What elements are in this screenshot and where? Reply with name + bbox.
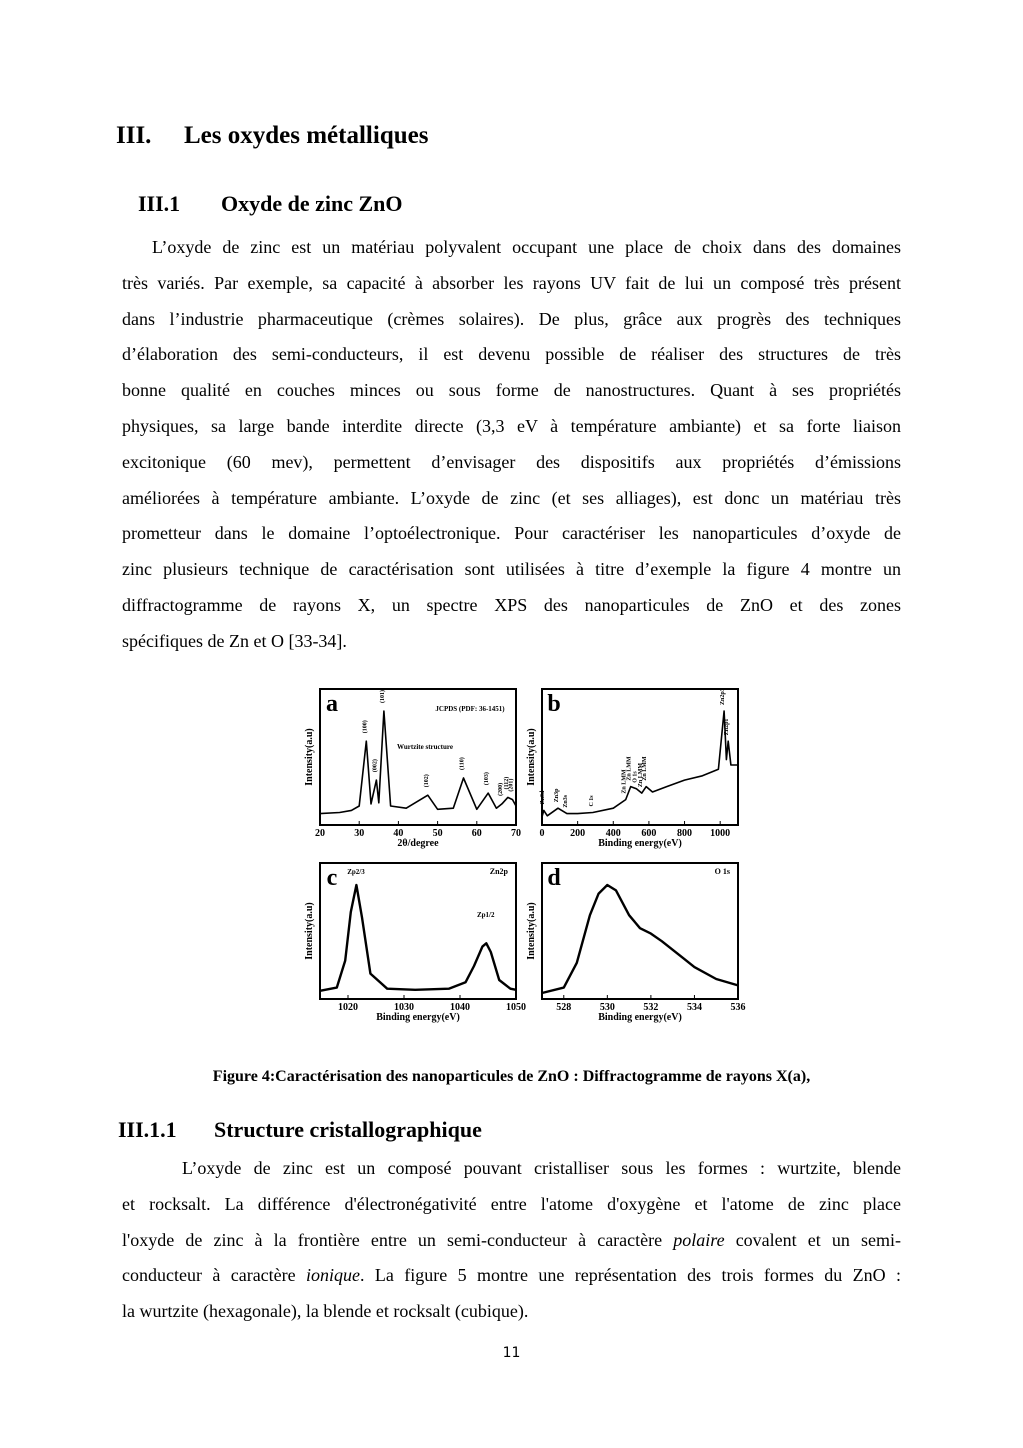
corner-label-c: Zn2p xyxy=(489,867,508,876)
peak-label-a: (102) xyxy=(423,774,430,788)
x-tick-label-c: 1030 xyxy=(394,1002,414,1013)
text-run: L’oxyde de zinc est un composé pouvant cristalliser sous les formes : wurtzite, blende xyxy=(182,1158,901,1178)
x-tick-label-b: 0 xyxy=(539,828,545,839)
x-tick-label-c: 1050 xyxy=(506,1002,526,1013)
peak-label-a: (002) xyxy=(372,759,379,773)
x-tick-label-b: 200 xyxy=(570,828,586,839)
paragraph-line: très variés. Par exemple, sa capacité à absorber les rayons UV fait de lui un composé très présent xyxy=(122,272,901,293)
paragraph-line: d’élaboration des semi-conducteurs, il est devenu possible de réaliser des structures de très xyxy=(122,344,901,365)
body-paragraph-2 xyxy=(122,1151,901,1330)
x-tick-label-a: 20 xyxy=(315,828,325,839)
paragraph-line: L’oxyde de zinc est un matériau polyvalent occupant une place de choix dans des domaines xyxy=(152,237,901,257)
section-title: Les oxydes métalliques xyxy=(184,122,429,149)
peak-label-b: Zn LMM xyxy=(621,769,628,794)
paragraph-line: diffractogramme de rayons X, un spectre XPS des nanoparticules de ZnO et des zones xyxy=(122,594,901,615)
x-axis-label-d: Binding energy(eV) xyxy=(598,1012,682,1023)
subsubsection-title: Structure cristallographique xyxy=(214,1117,482,1142)
peak-label-b: O 1s xyxy=(632,771,639,783)
panel-letter-a: a xyxy=(326,691,338,717)
x-tick-label-b: 1000 xyxy=(710,828,731,839)
text-run: la wurtzite (hexagonale), la blende et rocksalt (cubique). xyxy=(122,1301,529,1322)
text-run: covalent et un semi- xyxy=(724,1229,901,1250)
x-tick-label-a: 50 xyxy=(432,828,443,839)
paragraph-line: améliorées à température ambiante. L’oxyde de zinc (et ses alliages), est donc un matériau très xyxy=(122,487,901,508)
paragraph-line: prometteur dans le domaine l’optoélectronique. Pour caractériser les nanoparticules d’oxyde de xyxy=(122,523,901,544)
italic-term: polaire xyxy=(673,1229,725,1250)
x-tick-label-c: 1040 xyxy=(450,1002,470,1013)
peak-label-b: Zn2p3 xyxy=(720,688,727,705)
subsection-number: III.1 xyxy=(138,191,181,216)
paragraph-line: bonne qualité en couches minces ou sous forme de nanostructures. Quant à ses propriétés xyxy=(122,380,901,401)
paragraph-line: excitonique (60 mev), permettent d’envisager des dispositifs aux propriétés d’émissions xyxy=(122,451,901,472)
x-tick-label-d: 536 xyxy=(730,1002,746,1013)
figure-4-chart-panels xyxy=(300,683,750,1035)
panel-letter-b: b xyxy=(547,691,561,717)
peak-label-a: (100) xyxy=(362,720,369,734)
peak-label-a: (101) xyxy=(379,690,386,703)
peak-label-b: Zn3p xyxy=(554,788,561,803)
peak-label-b: Zn LMM xyxy=(642,756,649,781)
peak-label-b: C 1s xyxy=(588,795,595,807)
x-tick-label-d: 530 xyxy=(599,1002,615,1013)
page-number: 11 xyxy=(502,1345,521,1361)
peak-label-c: Zp2/3 xyxy=(347,868,365,876)
x-tick-label-c: 1020 xyxy=(338,1002,358,1013)
x-tick-label-a: 70 xyxy=(511,828,521,839)
y-axis-label-b: Intensity(a.u) xyxy=(526,728,537,786)
paragraph-line: physiques, sa large bande interdite directe (3,3 eV à température ambiante) et sa forte liaison xyxy=(122,415,901,436)
x-axis-label-b: Binding energy(eV) xyxy=(598,838,682,849)
peak-label-a: (200) xyxy=(497,782,504,796)
y-axis-label-a: Intensity(a.u) xyxy=(304,728,315,786)
panel-frame-d xyxy=(542,863,738,999)
inset-label-a: Wurtzite structure xyxy=(397,743,453,751)
figure-caption: Figure 4:Caractérisation des nanoparticules de ZnO : Diffractogramme de rayons X(a), xyxy=(212,1068,811,1085)
subsection-heading xyxy=(138,191,403,217)
subsection-title: Oxyde de zinc ZnO xyxy=(221,191,403,216)
subsubsection-heading xyxy=(118,1117,482,1143)
peak-label-b: Zn2p1 xyxy=(724,718,731,736)
x-axis-label-c: Binding energy(eV) xyxy=(376,1012,460,1023)
x-tick-label-b: 800 xyxy=(677,828,693,839)
x-tick-label-b: 400 xyxy=(605,828,621,839)
section-number: III. xyxy=(116,122,152,149)
peak-label-c: Zp1/2 xyxy=(477,911,495,919)
x-tick-label-d: 528 xyxy=(556,1002,572,1013)
text-run: . La figure 5 montre une représentation des trois formes du ZnO : xyxy=(360,1265,901,1286)
peak-label-b: Zn LMM xyxy=(626,756,633,781)
peak-label-a: (112) xyxy=(503,776,510,790)
italic-term: ionique xyxy=(306,1265,361,1286)
x-tick-label-d: 534 xyxy=(686,1002,702,1013)
paragraph-line: spécifiques de Zn et O [33-34]. xyxy=(122,630,347,651)
x-tick-label-a: 60 xyxy=(471,828,482,839)
body-paragraph-1 xyxy=(122,230,901,660)
text-run: conducteur à caractère xyxy=(122,1265,307,1286)
peak-label-a: (201) xyxy=(508,778,515,792)
text-run: et rocksalt. La différence d'électronégativité entre l'atome d'oxygène et l'atome de zinc place xyxy=(122,1193,901,1214)
x-tick-label-d: 532 xyxy=(643,1002,659,1013)
data-series-d xyxy=(542,885,738,993)
subsubsection-number: III.1.1 xyxy=(118,1117,177,1142)
paragraph-line xyxy=(122,1223,901,1259)
x-tick-label-a: 30 xyxy=(354,828,365,839)
y-axis-label-c: Intensity(a.u) xyxy=(304,902,315,960)
paragraph-line xyxy=(122,1294,901,1330)
paragraph-line xyxy=(122,1258,901,1294)
peak-label-b: Zn3d xyxy=(539,790,546,805)
section-heading xyxy=(116,122,428,150)
y-axis-label-d: Intensity(a.u) xyxy=(526,902,537,960)
panel-letter-c: c xyxy=(326,865,338,891)
x-tick-label-b: 600 xyxy=(641,828,657,839)
corner-label-d: O 1s xyxy=(714,867,730,876)
inset-title-a: JCPDS (PDF: 36-1451) xyxy=(435,705,505,713)
text-run: l'oxyde de zinc à la frontière entre un semi-conducteur à caractère xyxy=(122,1229,674,1250)
peak-label-a: (110) xyxy=(459,757,466,770)
panel-letter-d: d xyxy=(547,865,561,891)
peak-label-a: (103) xyxy=(484,772,491,786)
paragraph-line xyxy=(122,1151,901,1187)
paragraph-line: dans l’industrie pharmaceutique (crèmes solaires). De plus, grâce aux progrès des techniques xyxy=(122,308,901,329)
data-series-c xyxy=(320,885,516,991)
paragraph-line xyxy=(122,1187,901,1223)
data-series-a xyxy=(320,711,516,814)
figure-4 xyxy=(300,683,750,1035)
x-axis-label-a: 2θ/degree xyxy=(397,838,439,849)
panel-frame-b xyxy=(539,689,738,825)
x-tick-label-a: 40 xyxy=(393,828,404,839)
paragraph-line: zinc plusieurs technique de caractérisation sont utilisées à titre d’exemple la figure 4 montre un xyxy=(122,559,901,580)
peak-label-b: Zn LMM xyxy=(637,762,644,788)
peak-label-b: Zn3s xyxy=(562,794,569,808)
